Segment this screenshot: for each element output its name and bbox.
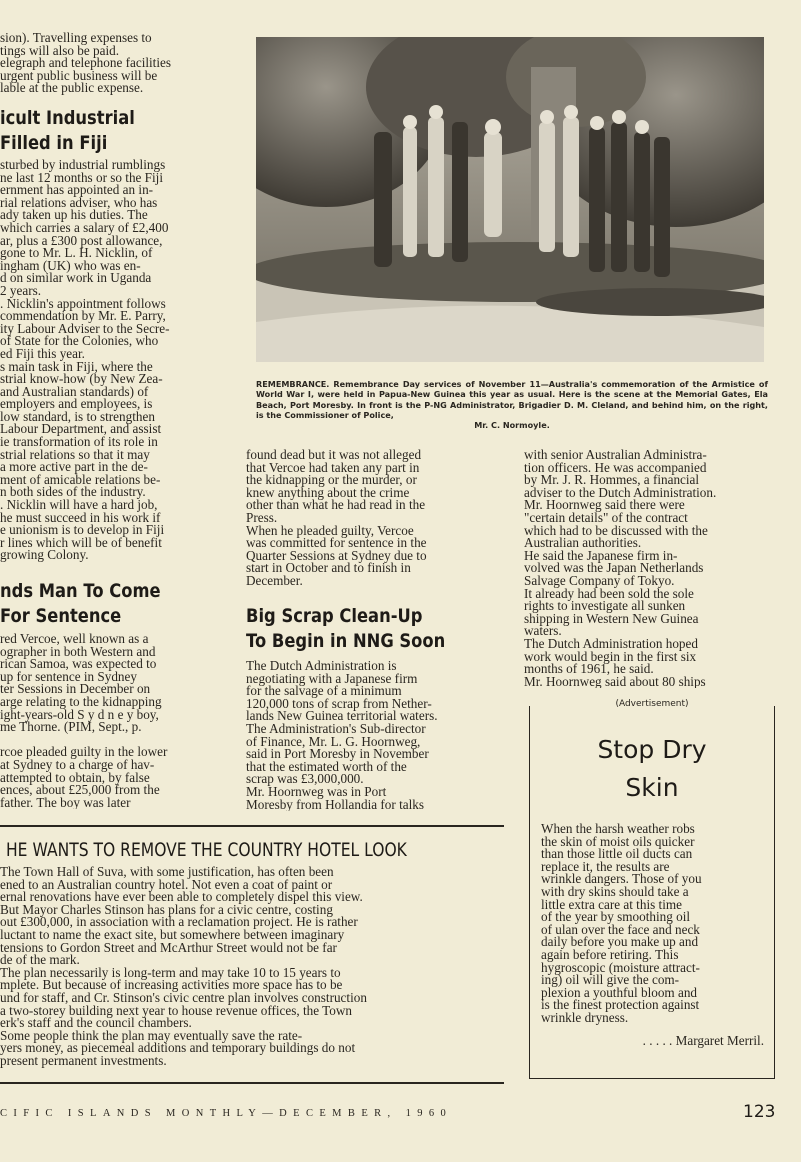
vercoe-continued-lines [246,449,504,588]
text-line: me Thorne. (PIM, Sept., p. [0,719,142,735]
headline-line: Filled in Fiji [0,132,108,154]
text-line: father. The boy was later [0,794,131,810]
text-line: adviser to the Dutch Administration. [524,484,717,500]
story-hotel-lines [0,866,490,1068]
text-line: employers and employees, is [0,396,153,412]
caption-lead: REMEMBRANCE. [256,379,330,389]
section-rule [0,825,504,827]
advertisement-signature: . . . . . Margaret Merril. [642,1032,764,1048]
text-line: a two-storey building next year to house revenue offices, the Town [0,1002,352,1018]
text-line: ing) oil will give the com- [541,972,680,988]
text-line: of ulan over the face and neck [541,921,700,937]
text-line: waters. [524,623,562,639]
scrap-continued [524,449,779,688]
text-line: plexion a youthful bloom and [541,984,698,1000]
text-line: volved was the Japan Netherlands [524,560,704,576]
advertisement-label: (Advertisement) [530,699,774,709]
text-line: ar, plus a £300 post allowance, [0,232,163,248]
story-hotel-headline: HE WANTS TO REMOVE THE COUNTRY HOTEL LOOK [6,840,407,861]
text-line: ernment has appointed an in- [0,182,154,198]
bottom-rule [0,1082,504,1084]
story-fiji-headline [0,106,240,156]
text-line: tings will also be paid. [0,42,120,58]
caption-body: Remembrance Day services of November 11—Australia's commemoration of the Armistice of World War I, were held in Papua-New Guinea this year as usual. Here is the scene at the Memorial Gates, Ela Beach, Port Moresby. In front is the P-NG Administrator, Brigadier D. M. Cleland, and behind him, on the right, is the Commissioner of Police, [256,379,768,420]
text-line: out £300,000, in association with a reclamation project. He is rather [0,914,358,930]
text-line: Mr. Hoornweg was in Port [246,783,387,799]
text-line: yers money, as piecemeal additions and temporary buildings do not [0,1040,356,1056]
text-line: ences, about £25,000 from the [0,782,160,798]
text-line: 2 years. [0,282,42,298]
text-line: the kidnapping or the murder, or [246,472,417,488]
text-line: lands New Guinea territorial waters. [246,708,438,724]
text-line: luctant to name the exact site, but somewhere between imaginary [0,926,345,942]
text-line: n both sides of the industry. [0,484,146,500]
text-line: the skin of moist oils quicker [541,833,695,849]
text-line: sturbed by industrial rumblings [0,159,166,172]
intro-lines [0,32,228,95]
text-line: strial relations so that it may [0,446,150,462]
remembrance-photo [256,37,764,362]
text-line: was committed for sentence in the [246,535,427,551]
text-line: present permanent investments. [0,1052,167,1068]
text-line: Moresby from Hollandia for talks [246,796,424,812]
text-line: It already had been sold the sole [524,585,694,601]
text-line: that the estimated worth of the [246,758,407,774]
photo-caption [256,379,768,430]
story-scrap-lines [246,660,504,811]
text-line: . Nicklin's appointment follows [0,295,166,311]
text-line: The Town Hall of Suva, with some justification, has often been [0,866,334,879]
text-line: de of the mark. [0,952,80,968]
text-line: Labour Department, and assist [0,421,162,437]
text-line: start in October and to finish in [246,560,411,576]
text-line: The plan necessarily is long-term and may take 10 to 15 years to [0,964,341,980]
text-line: daily before you make up and [541,934,699,950]
text-line: negotiating with a Japanese firm [246,670,418,686]
text-line: ter Sessions in December on [0,681,151,697]
text-line: with dry skins should take a [541,883,689,899]
text-line: rcoe pleaded guilty in the lower [0,744,168,760]
text-line: Australian authorities. [524,535,642,551]
text-line: with senior Australian Administra- [524,449,707,462]
text-line: rican Samoa, was expected to [0,656,157,672]
text-line: The Dutch Administration hoped [524,635,698,651]
left-intro [0,32,228,95]
text-line: Press. [246,509,278,525]
text-line: a more active part in the de- [0,459,148,475]
headline-line: To Begin in NNG Soon [246,630,446,652]
text-line: ie transformation of its role in [0,434,158,450]
text-line: at Sydney to a charge of hav- [0,756,155,772]
story-vercoe-headline [0,579,240,629]
vercoe-continued [246,449,504,588]
text-line: of State for the Colonies, who [0,333,159,349]
advertisement-body [541,823,764,1047]
text-line: for the salvage of a minimum [246,683,402,699]
text-line: again before retiring. This [541,946,679,962]
text-line: The Administration's Sub-director [246,720,426,736]
text-line: arge relating to the kidnapping [0,693,162,709]
caption-last: Mr. C. Normoyle. [474,420,550,431]
text-line: ady taken up his duties. The [0,207,148,223]
text-line: mplete. But because of increasing activities more space has to be [0,977,343,993]
text-line: strial know-how (by New Zea- [0,371,163,387]
text-line: ment of amicable relations be- [0,471,161,487]
text-line: said in Port Moresby in November [246,746,429,762]
text-line: Some people think the plan may eventually save the rate- [0,1027,303,1043]
text-line: December. [246,572,303,588]
text-line: erk's staff and the council chambers. [0,1015,192,1031]
text-line: commendation by Mr. E. Parry, [0,308,166,324]
running-title: CIFIC ISLANDS MONTHLY—DECEMBER, 1960 [0,1108,453,1119]
ad-title-line: Stop Dry [597,735,707,764]
text-line: growing Colony. [0,547,89,562]
text-line: shipping in Western New Guinea [524,610,699,626]
scrap-continued-lines [524,449,779,688]
story-scrap-body [246,660,504,811]
text-line: red Vercoe, well known as a [0,633,149,646]
text-line: When he pleaded guilty, Vercoe [246,522,414,538]
text-line: is the finest protection against [541,997,700,1013]
text-line: elegraph and telephone facilities [0,55,171,71]
text-line: up for sentence in Sydney [0,668,137,684]
text-line: lable at the public expense. [0,80,144,95]
text-line: r lines which will be of benefit [0,534,162,550]
text-line: low standard, is to strengthen [0,408,155,424]
text-line: gone to Mr. L. H. Nicklin, of [0,245,153,261]
text-line: replace it, the results are [541,858,670,874]
text-line: of Finance, Mr. L. G. Hoornweg, [246,733,421,749]
text-line: other than what he had read in the [246,497,426,513]
story-scrap-headline [246,604,516,654]
text-line: . Nicklin will have a hard job, [0,497,158,513]
story-fiji-body [0,159,225,562]
text-line: The Dutch Administration is [246,660,397,673]
text-line: which carries a salary of £2,400 [0,219,169,235]
text-line: of the year by smoothing oil [541,909,691,925]
text-line: ity Labour Adviser to the Secre- [0,320,170,336]
ad-lines [541,823,764,1025]
text-line: wrinkle dryness. [541,1009,629,1025]
text-line: ne last 12 months or so the Fiji [0,169,164,185]
text-line: He said the Japanese firm in- [524,547,678,563]
text-line: rights to investigate all sunken [524,598,686,614]
text-line: d on similar work in Uganda [0,270,152,286]
text-line: scrap was £3,000,000. [246,771,364,787]
story-vercoe-lines [0,633,224,809]
text-line: sion). Travelling expenses to [0,32,152,45]
text-line: he must succeed in his work if [0,509,161,525]
story-vercoe-body [0,633,224,809]
text-line: ed Fiji this year. [0,345,85,361]
photo-image [256,37,764,362]
text-line: e unionism is to develop in Fiji [0,522,165,538]
text-line: rial relations adviser, who has [0,194,158,210]
advertisement-title [530,731,774,807]
text-line: little extra care at this time [541,896,682,912]
text-line: by Mr. J. R. Hommes, a financial [524,472,700,488]
headline-line: nds Man To Come [0,580,161,602]
text-line: s main task in Fiji, where the [0,358,153,374]
text-line: knew anything about the crime [246,484,410,500]
text-line: that Vercoe had taken any part in [246,459,420,475]
text-line: urgent public business will be [0,67,158,83]
page-number: 123 [743,1102,776,1122]
text-line: which had to be discussed with the [524,522,708,538]
text-line: ened to an Australian country hotel. Not even a coat of paint or [0,876,333,892]
headline-line: icult Industrial [0,107,135,129]
headline-line: For Sentence [0,605,122,627]
text-line: tensions to Gordon Street and McArthur Street would not be far [0,939,337,955]
text-line: But Mayor Charles Stinson has plans for a civic centre, costing [0,901,333,917]
text-line: tion officers. He was accompanied [524,459,707,475]
text-line: months of 1961, he said. [524,661,654,677]
text-line: wrinkle dangers. Those of you [541,871,702,887]
text-line: 120,000 tons of scrap from Nether- [246,695,432,711]
text-line: When the harsh weather robs [541,821,695,836]
text-line: Mr. Hoornweg said about 80 ships [524,673,706,689]
story-hotel-body [0,866,490,1068]
story-fiji-lines [0,159,225,562]
text-line: attempted to obtain, by false [0,769,150,785]
text-line: Quarter Sessions at Sydney due to [246,547,427,563]
text-line: Salvage Company of Tokyo. [524,572,675,588]
text-line: found dead but it was not alleged [246,449,422,462]
text-line: ernal renovations have ever been able to completely dispel this view. [0,889,363,905]
text-line: ingham (UK) who was en- [0,257,141,273]
headline-line: Big Scrap Clean-Up [246,605,423,627]
text-line: and Australian standards) of [0,383,149,399]
text-line: "certain details" of the contract [524,509,688,525]
text-line: und for staff, and Cr. Stinson's civic centre plan involves construction [0,989,367,1005]
text-line: ight-years-old S y d n e y boy, [0,706,159,722]
text-line: Mr. Hoornweg said there were [524,497,685,513]
ad-title-line: Skin [625,773,679,802]
text-line: hygroscopic (moisture attract- [541,959,700,975]
text-line: than those little oil ducts can [541,846,693,862]
text-line: work would begin in the first six [524,648,697,664]
text-line: ographer in both Western and [0,643,156,659]
